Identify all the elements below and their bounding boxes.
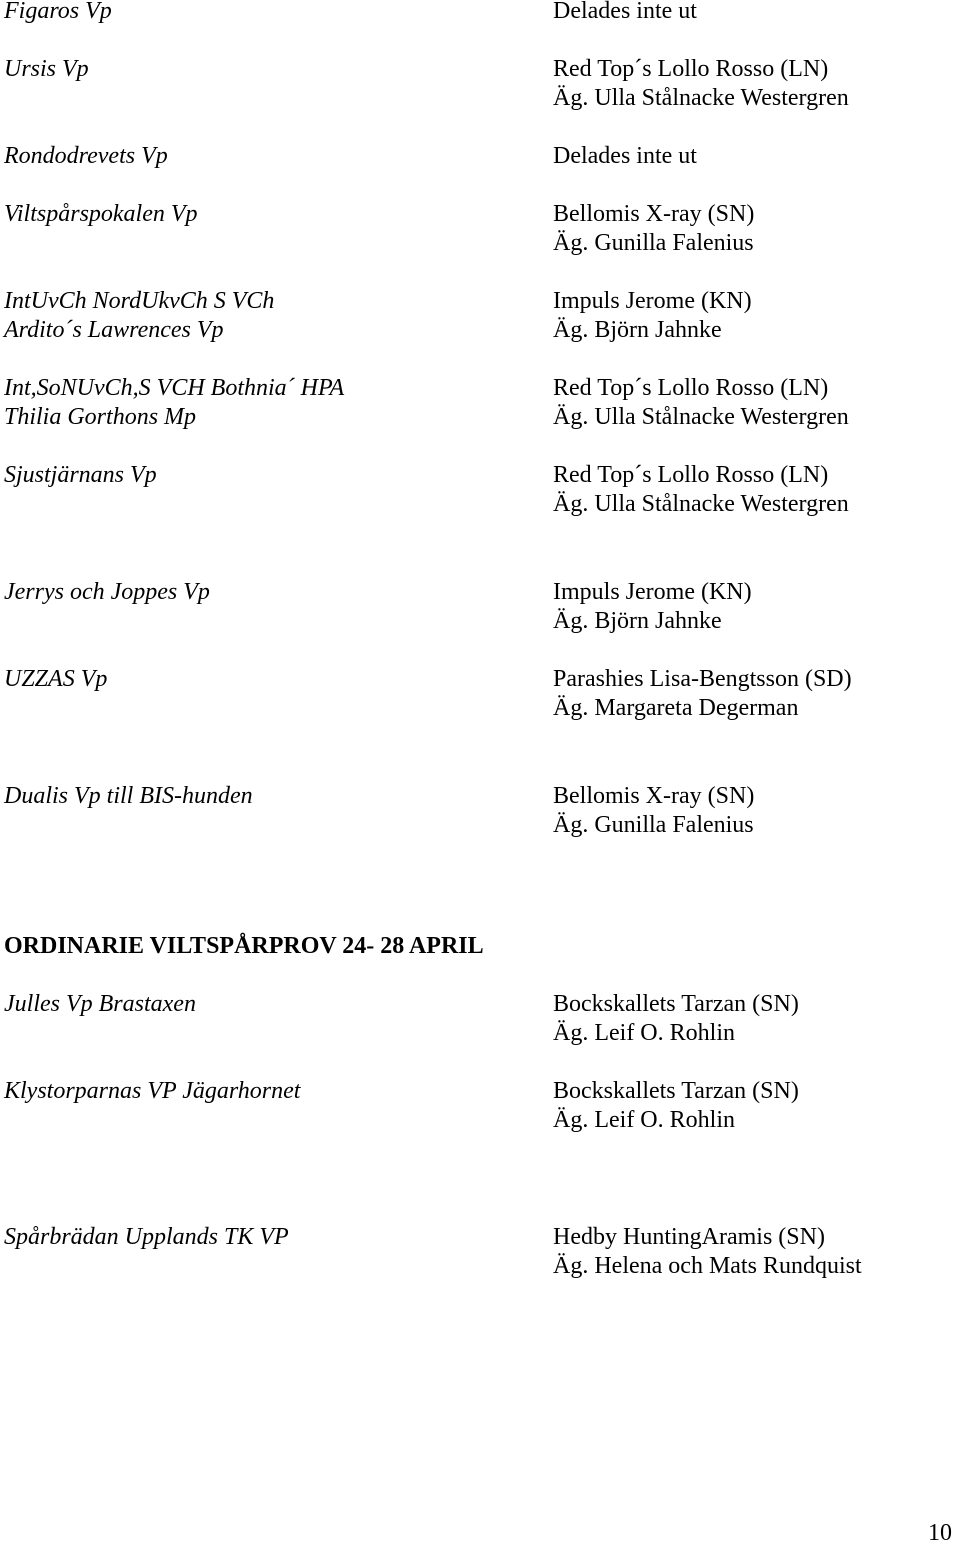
award-result-line: Bellomis X-ray (SN) [553, 783, 755, 809]
award-name: Viltspårspokalen Vp [4, 201, 198, 227]
award-name: Ursis Vp [4, 56, 89, 82]
award-name: Ardito´s Lawrences Vp [4, 317, 224, 343]
award-result-line: Äg. Gunilla Falenius [553, 230, 754, 256]
award-result-line: Äg. Björn Jahnke [553, 608, 722, 634]
award-result-line: Äg. Ulla Stålnacke Westergren [553, 491, 849, 517]
award-name: Spårbrädan Upplands TK VP [4, 1224, 289, 1250]
section-heading: ORDINARIE VILTSPÅRPROV 24- 28 APRIL [4, 933, 484, 959]
award-result-line: Äg. Leif O. Rohlin [553, 1020, 735, 1046]
page-number: 10 [928, 1520, 952, 1546]
award-result-line: Äg. Ulla Stålnacke Westergren [553, 404, 849, 430]
award-result-line: Impuls Jerome (KN) [553, 288, 752, 314]
award-result-line: Bockskallets Tarzan (SN) [553, 991, 799, 1017]
award-result-line: Hedby HuntingAramis (SN) [553, 1224, 825, 1250]
award-name: UZZAS Vp [4, 666, 108, 692]
award-name: Figaros Vp [4, 0, 112, 24]
award-result-line: Äg. Leif O. Rohlin [553, 1107, 735, 1133]
award-name: Int,SoNUvCh,S VCH Bothnia´ HPA [4, 375, 345, 401]
award-result-line: Bellomis X-ray (SN) [553, 201, 755, 227]
award-result-line: Äg. Helena och Mats Rundquist [553, 1253, 862, 1279]
award-name: Jerrys och Joppes Vp [4, 579, 210, 605]
award-result-line: Red Top´s Lollo Rosso (LN) [553, 462, 829, 488]
award-result-line: Red Top´s Lollo Rosso (LN) [553, 56, 829, 82]
award-result-line: Impuls Jerome (KN) [553, 579, 752, 605]
award-name: Sjustjärnans Vp [4, 462, 157, 488]
award-result-line: Äg. Björn Jahnke [553, 317, 722, 343]
award-result-line: Äg. Gunilla Falenius [553, 812, 754, 838]
award-result-line: Delades inte ut [553, 143, 697, 169]
award-name: Thilia Gorthons Mp [4, 404, 197, 430]
award-name: IntUvCh NordUkvCh S VCh [4, 288, 275, 314]
award-name: Julles Vp Brastaxen [4, 991, 196, 1017]
award-result-line: Red Top´s Lollo Rosso (LN) [553, 375, 829, 401]
award-name: Klystorparnas VP Jägarhornet [4, 1078, 301, 1104]
award-name: Rondodrevets Vp [4, 143, 168, 169]
award-result-line: Delades inte ut [553, 0, 697, 24]
award-result-line: Bockskallets Tarzan (SN) [553, 1078, 799, 1104]
award-result-line: Parashies Lisa-Bengtsson (SD) [553, 666, 852, 692]
award-result-line: Äg. Margareta Degerman [553, 695, 799, 721]
award-result-line: Äg. Ulla Stålnacke Westergren [553, 85, 849, 111]
award-name: Dualis Vp till BIS-hunden [4, 783, 253, 809]
